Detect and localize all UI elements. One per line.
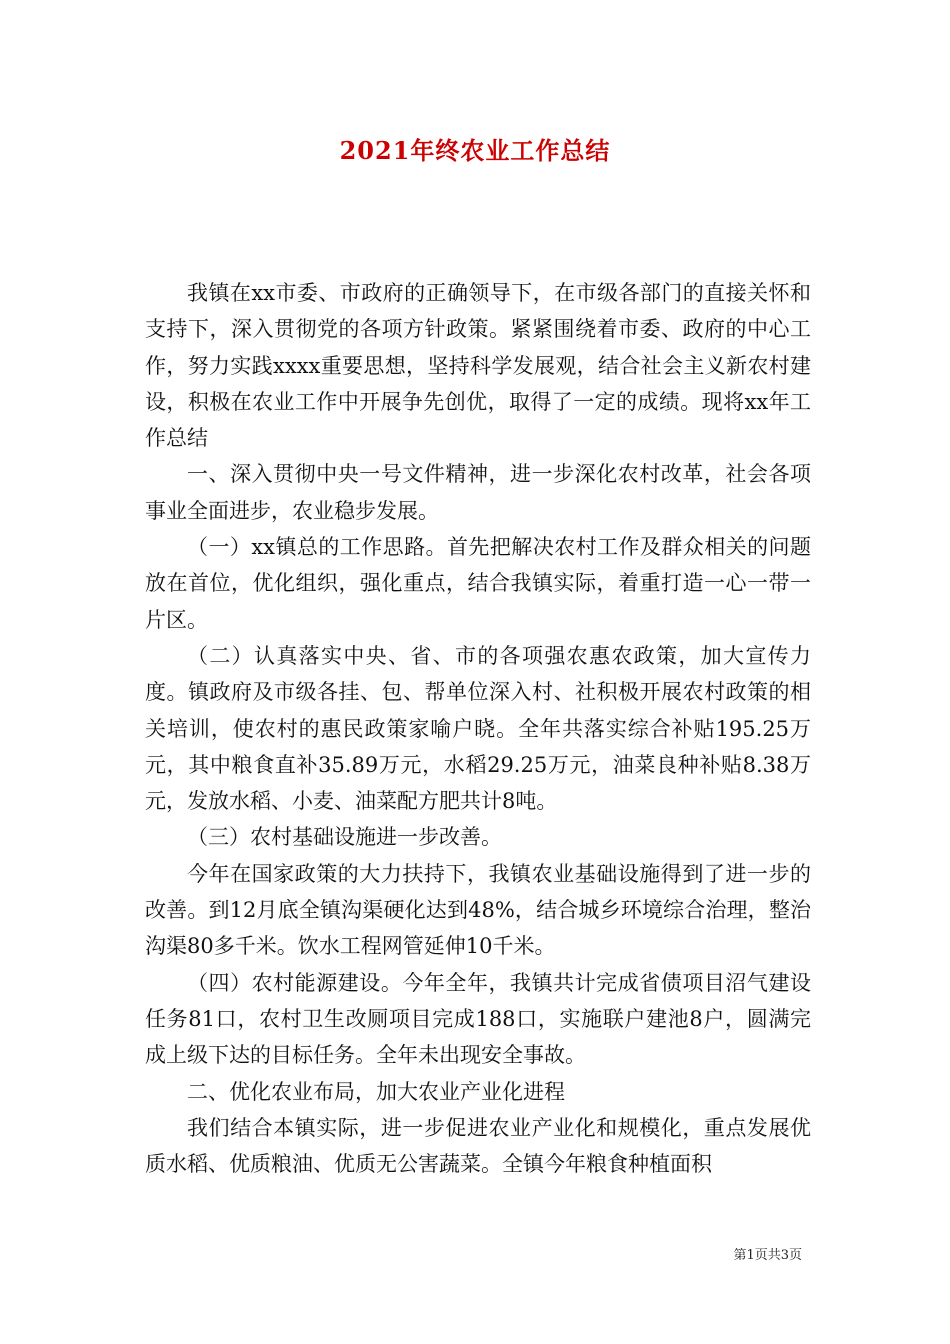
paragraph-item-3-heading: （三）农村基础设施进一步改善。	[187, 825, 502, 850]
paragraph-item-1: （一）xx镇总的工作思路。首先把解决农村工作及群众相关的问题放在首位，优化组织，强化重点，结合我镇实际，着重打造一心一带一片区。	[145, 535, 811, 632]
document-title: 2021年终农业工作总结	[339, 136, 611, 165]
paragraph-item-3-body: 今年在国家政策的大力扶持下，我镇农业基础设施得到了进一步的改善。到12月底全镇沟渠硬化达到48%，结合城乡环境综合治理，整治沟渠80多千米。饮水工程网管延伸10千米。	[145, 861, 811, 959]
paragraph-intro: 我镇在xx市委、市政府的正确领导下，在市级各部门的直接关怀和支持下，深入贯彻党的各项方针政策。紧紧围绕着市委、政府的中心工作，努力实践xxxx重要思想，坚持科学发展观，结合社会主义新农村建设，积极在农业工作中开展争先创优，取得了一定的成绩。现将xx年工作总结	[145, 281, 811, 451]
paragraph-item-2: （二）认真落实中央、省、市的各项强农惠农政策，加大宣传力度。镇政府及市级各挂、包、帮单位深入村、社积极开展农村政策的相关培训，使农村的惠民政策家喻户晓。全年共落实综合补贴195.25万元，其中粮食直补35.89万元，水稻29.25万元，油菜良种补贴8.38万元，发放水稻、小麦、油菜配方肥共计8吨。	[145, 643, 811, 814]
paragraph-section-2-heading: 二、优化农业布局，加大农业产业化进程	[187, 1079, 565, 1104]
paragraph-section-2-body: 我们结合本镇实际，进一步促进农业产业化和规模化，重点发展优质水稻、优质粮油、优质无公害蔬菜。全镇今年粮食种植面积	[145, 1115, 811, 1177]
document-body	[145, 275, 811, 1182]
page-number-footer: 第1页共3页	[733, 1248, 802, 1263]
paragraph-section-1-heading: 一、深入贯彻中央一号文件精神，进一步深化农村改革，社会各项事业全面进步，农业稳步发展。	[145, 462, 811, 523]
paragraph-item-4: （四）农村能源建设。今年全年，我镇共计完成省债项目沼气建设任务81口，农村卫生改厕项目完成188口，实施联户建池8户，圆满完成上级下达的目标任务。全年未出现安全事故。	[145, 970, 811, 1068]
